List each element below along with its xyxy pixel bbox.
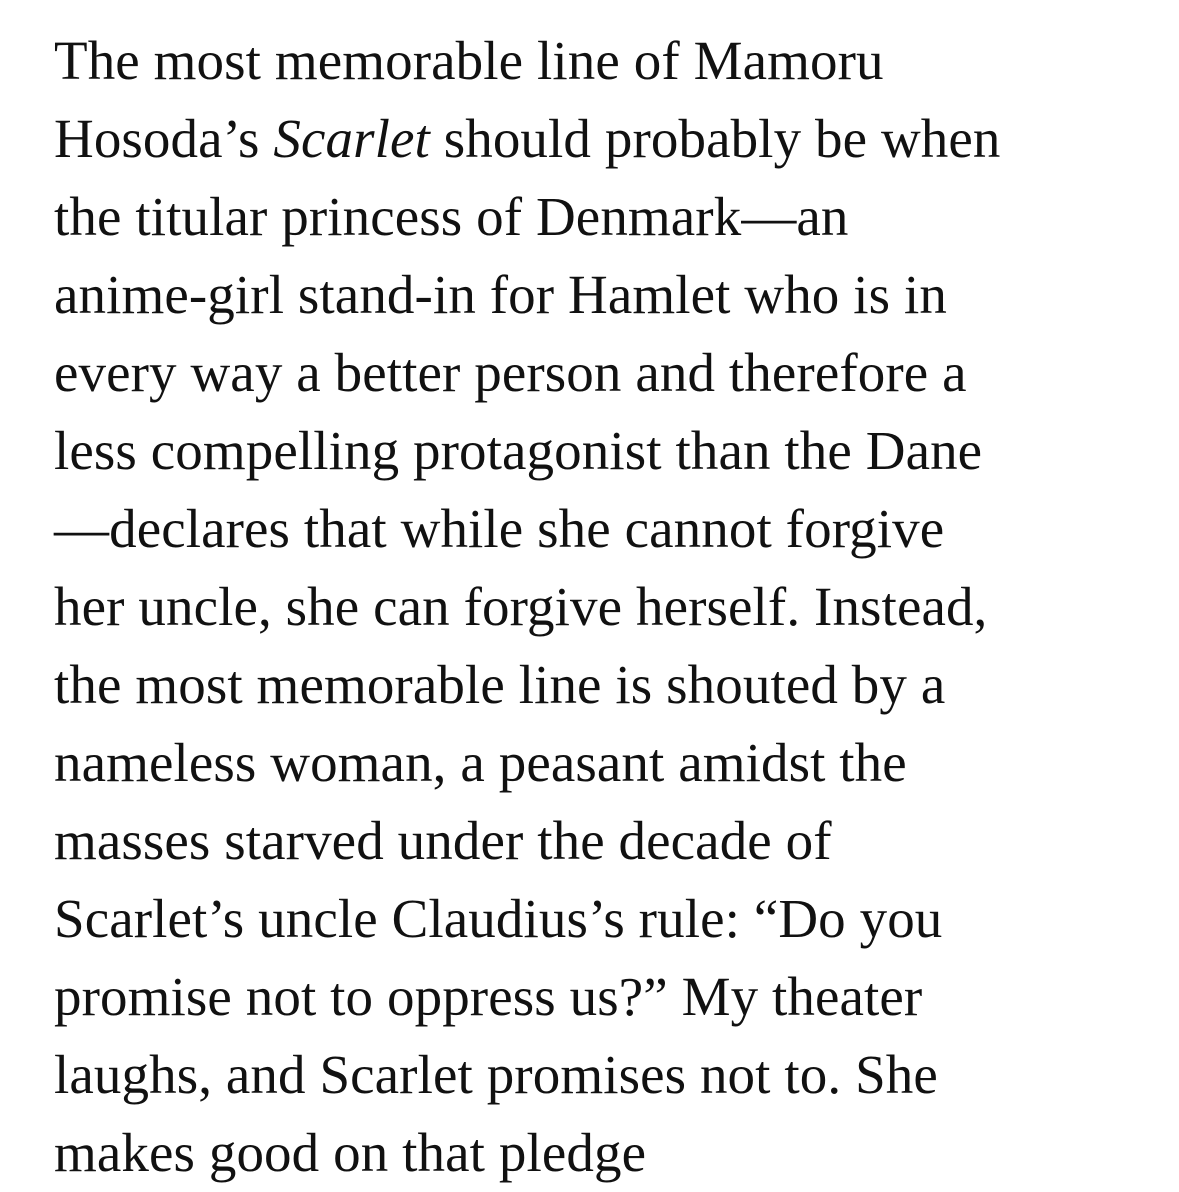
film-title: Scarlet (273, 108, 430, 169)
text-line: laughs, and Scarlet promises not to. She (54, 1044, 938, 1105)
text-line: nameless woman, a peasant amidst the (54, 732, 907, 793)
text-line: the titular princess of Denmark—an (54, 186, 849, 247)
text-line: promise not to oppress us?” My theater (54, 966, 923, 1027)
text-span: should probably be when (429, 108, 1001, 169)
text-line: the most memorable line is shouted by a (54, 654, 946, 715)
text-span: Hosoda’s (54, 108, 274, 169)
text-line: Scarlet’s uncle Claudius’s rule: “Do you (54, 888, 943, 949)
text-line (54, 100, 1154, 178)
article-body (54, 22, 1154, 1183)
text-line: masses starved under the decade of (54, 810, 832, 871)
text-line: her uncle, she can forgive herself. Instead, (54, 576, 988, 637)
text-line: less compelling protagonist than the Dane (54, 420, 983, 481)
text-line: The most memorable line of Mamoru (54, 30, 884, 91)
text-line: —declares that while she cannot forgive (54, 498, 945, 559)
text-line: every way a better person and therefore a (54, 342, 967, 403)
text-line: anime-girl stand-in for Hamlet who is in (54, 264, 947, 325)
cut-off-text-line: makes good on that pledge (54, 1122, 647, 1183)
